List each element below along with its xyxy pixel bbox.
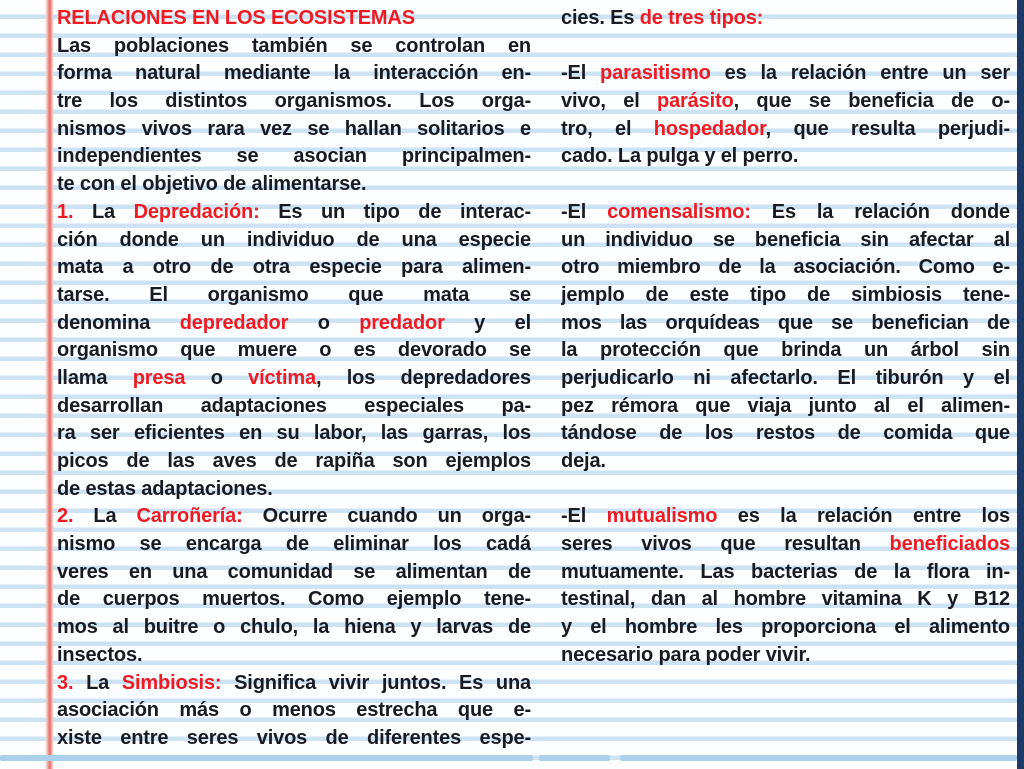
text-run: cies. Es: [561, 7, 640, 29]
text-run: , que se beneficia de o-: [733, 90, 1010, 113]
highlight-term: de tres tipos:: [639, 7, 764, 29]
comensalismo-paragraph: [561, 171, 1010, 476]
simbiosis-paragraph: [57, 670, 531, 753]
text-run: xiste entre seres vivos de diferentes espe-: [57, 726, 531, 749]
text-run: de estas adaptaciones.: [57, 477, 273, 500]
highlight-term: presa: [132, 366, 186, 389]
notebook-margin-line: [45, 0, 54, 769]
text-run: asociación más o menos estrecha que e-: [57, 699, 531, 722]
text-run: Significa vivir juntos. Es una: [234, 671, 531, 694]
text-run: La: [86, 671, 122, 694]
text-run: otro miembro de la asociación. Como e-: [561, 256, 1010, 279]
text-run: picos de las aves de rapiña son ejemplos: [57, 450, 531, 472]
text-line: [57, 559, 531, 587]
text-line: [561, 5, 1010, 33]
text-run: tándose de los restos de comida que: [561, 422, 1010, 445]
text-run: Ocurre cuando un orga-: [262, 505, 531, 528]
highlight-term: Simbiosis:: [121, 671, 235, 694]
highlight-term: víctima: [248, 366, 316, 389]
highlight-term: comensalismo:: [607, 200, 751, 223]
text-line: [57, 337, 531, 365]
text-run: cado. La pulga y el perro.: [561, 145, 799, 168]
text-run: Es la relación donde: [750, 200, 1010, 223]
text-run: forma natural mediante la interacción en-: [57, 62, 531, 85]
highlight-term: parásito: [657, 90, 734, 113]
text-run: o: [288, 311, 360, 334]
text-line: [561, 282, 1010, 310]
text-run: Es un tipo de interac-: [278, 200, 531, 223]
text-line: [561, 559, 1010, 587]
text-line: [561, 448, 1010, 476]
text-run: desarrollan adaptaciones especiales pa-: [57, 394, 531, 417]
text-run: ción donde un individuo de una especie: [57, 228, 531, 251]
highlight-term: hospedador: [653, 117, 766, 140]
text-run: -El: [561, 200, 608, 223]
text-line: [561, 227, 1010, 255]
bottom-rule-segment: [0, 755, 533, 761]
text-line: [561, 503, 1010, 531]
text-run: de cuerpos muertos. Como ejemplo tene-: [57, 588, 531, 611]
text-run: y el: [444, 311, 531, 334]
text-run: , los depredadores: [316, 366, 531, 389]
highlight-term: 1.: [57, 200, 92, 223]
text-line: [57, 88, 531, 116]
text-run: testinal, dan al hombre vitamina K y B12: [561, 588, 1010, 611]
text-run: tre los distintos organismos. Los orga-: [57, 90, 531, 113]
text-line: [57, 171, 531, 199]
text-line: [561, 420, 1010, 448]
text-run: llama: [57, 366, 133, 389]
text-run: , que resulta perjudi-: [765, 117, 1010, 140]
text-run: ra ser eficientes en su labor, las garras, los: [57, 422, 531, 445]
text-line: [57, 420, 531, 448]
parasitismo-paragraph: [561, 33, 1010, 171]
text-line: [561, 88, 1010, 116]
text-line: [57, 670, 531, 698]
highlight-term: parasitismo: [600, 62, 711, 85]
text-run: La: [91, 200, 134, 223]
text-run: organismo que muere o es devorado se: [57, 339, 531, 362]
blank-line: [561, 33, 1010, 61]
text-line: [561, 586, 1010, 614]
text-line: [57, 5, 531, 33]
text-run: es la relación entre los: [717, 505, 1010, 528]
text-line: [57, 697, 531, 725]
text-run: seres vivos que resultan: [561, 533, 890, 556]
carroneria-paragraph: [57, 503, 531, 669]
highlight-term: Depredación:: [133, 200, 279, 223]
text-line: [561, 337, 1010, 365]
text-line: [57, 503, 531, 531]
highlight-term: depredador: [179, 311, 289, 334]
highlight-term: RELACIONES EN LOS ECOSISTEMAS: [57, 7, 415, 29]
text-line: [57, 393, 531, 421]
text-run: tro, el: [561, 117, 654, 140]
text-run: mata a otro de otra especie para alimen-: [57, 256, 531, 279]
text-line: [57, 310, 531, 338]
text-line: [561, 365, 1010, 393]
page-right-edge-strip: [1017, 0, 1024, 769]
text-line: [57, 642, 531, 670]
text-run: La: [93, 505, 137, 528]
text-run: o: [185, 366, 249, 389]
text-line: [57, 227, 531, 255]
text-line: [561, 116, 1010, 144]
text-run: nismo se encarga de eliminar los cadá: [57, 533, 531, 556]
text-line: [561, 254, 1010, 282]
highlight-term: 2.: [57, 505, 94, 528]
text-run: nismos vivos rara vez se hallan solitarios e: [57, 117, 531, 140]
highlight-term: mutualismo: [606, 505, 718, 528]
text-line: [57, 531, 531, 559]
text-run: mos al buitre o chulo, la hiena y larvas de: [57, 616, 531, 639]
page-title: [57, 5, 531, 33]
text-run: mos las orquídeas que se benefician de: [561, 311, 1010, 334]
highlight-term: 3.: [57, 671, 87, 694]
text-line: [57, 143, 531, 171]
text-line: [57, 614, 531, 642]
text-run: vivo, el: [561, 90, 657, 113]
left-text-column: [57, 5, 531, 753]
highlight-term: Carroñería:: [136, 505, 263, 528]
blank-line: [561, 476, 1010, 504]
text-line: [561, 642, 1010, 670]
text-run: insectos.: [57, 643, 143, 666]
text-line: [561, 143, 1010, 171]
bottom-rule-segment: [539, 755, 610, 761]
text-line: [561, 199, 1010, 227]
text-run: -El: [561, 505, 607, 528]
text-run: mutuamente. Las bacterias de la flora in-: [561, 560, 1010, 583]
text-line: [561, 531, 1010, 559]
text-run: independientes se asocian principalmen-: [57, 145, 531, 168]
text-line: [561, 614, 1010, 642]
text-line: [57, 282, 531, 310]
highlight-term: beneficiados: [889, 533, 1010, 556]
text-run: Las poblaciones también se controlan en: [57, 34, 531, 57]
text-run: veres en una comunidad se alimentan de: [57, 560, 531, 583]
text-line: [57, 199, 531, 227]
text-run: un individuo se beneficia sin afectar al: [561, 228, 1010, 251]
text-line: [57, 60, 531, 88]
right-text-column: [561, 5, 1010, 670]
text-run: jemplo de este tipo de simbiosis tene-: [561, 283, 1010, 306]
text-run: y el hombre les proporciona el alimento: [561, 616, 1010, 639]
text-run: te con el objetivo de alimentarse.: [57, 173, 367, 196]
text-run: deja.: [561, 450, 606, 472]
bottom-rule-segment: [620, 755, 1017, 761]
text-line: [57, 586, 531, 614]
text-line: [57, 116, 531, 144]
text-line: [57, 254, 531, 282]
text-line: [561, 393, 1010, 421]
intro-paragraph: [57, 33, 531, 199]
text-run: -El: [561, 62, 601, 85]
text-line: [57, 476, 531, 504]
highlight-term: predador: [359, 311, 445, 334]
text-line: [57, 365, 531, 393]
text-line: [561, 310, 1010, 338]
simbiosis-continuation: [561, 5, 1010, 33]
text-run: es la relación entre un ser: [710, 62, 1010, 85]
text-run: tarse. El organismo que mata se: [57, 283, 531, 306]
text-run: perjudicarlo ni afectarlo. El tiburón y el: [561, 366, 1010, 389]
depredacion-paragraph: [57, 199, 531, 504]
mutualismo-paragraph: [561, 476, 1010, 670]
text-run: la protección que brinda un árbol sin: [561, 339, 1010, 362]
text-run: necesario para poder vivir.: [561, 643, 811, 666]
blank-line: [561, 171, 1010, 199]
text-line: [57, 725, 531, 753]
text-line: [57, 33, 531, 61]
text-run: denomina: [57, 311, 180, 334]
text-line: [57, 448, 531, 476]
text-run: pez rémora que viaja junto al el alimen-: [561, 394, 1010, 417]
text-line: [561, 60, 1010, 88]
